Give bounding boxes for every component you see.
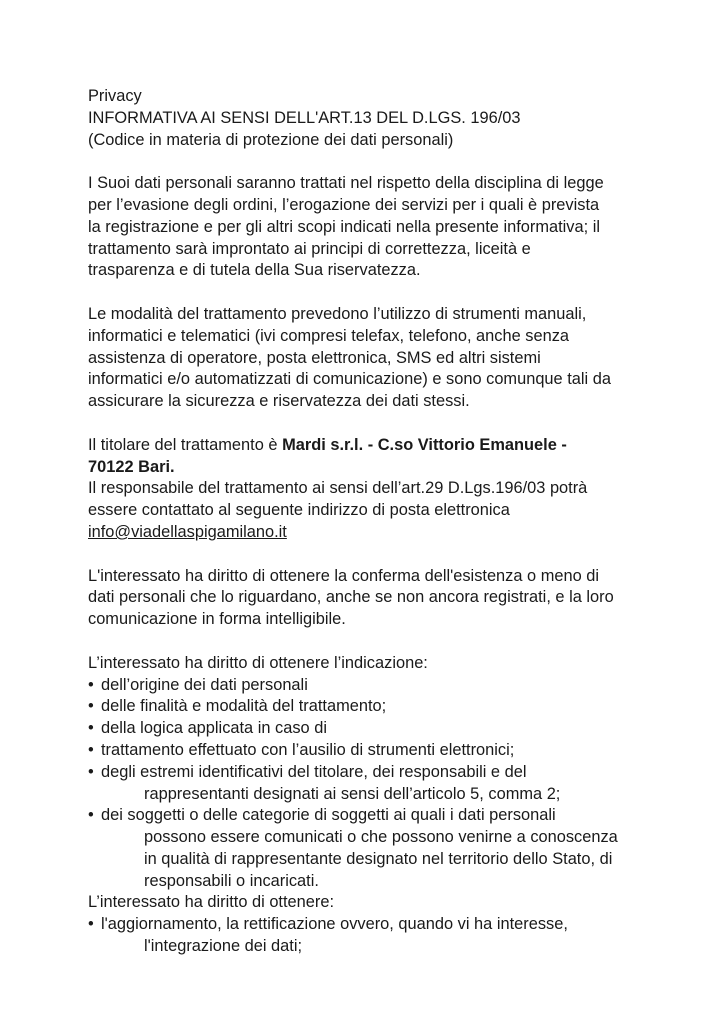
list-item — [88, 696, 688, 718]
privacy-document — [88, 86, 688, 958]
list-item-text: trattamento effettuato con l’ausilio di strumenti elettronici; — [101, 740, 515, 759]
paragraph-line: per l’evasione degli ordini, l’erogazione dei servizi per i quali è prevista — [88, 195, 600, 214]
paragraph-line: Il responsabile del trattamento ai sensi dell’art.29 D.Lgs.196/03 potrà — [88, 479, 588, 498]
controller-address: 70122 Bari. — [88, 457, 175, 476]
paragraph-line: informatici e/o automatizzati di comunicazione) e sono comunque tali da — [88, 370, 611, 389]
list-item-text: dell’origine dei dati personali — [101, 675, 308, 694]
spacer — [88, 282, 688, 304]
list-item-text: dei soggetti o delle categorie di soggetti ai quali i dati personali — [101, 806, 556, 825]
bullet-icon: • — [88, 806, 94, 825]
list-intro: L’interessato ha diritto di ottenere l’indicazione: — [88, 653, 428, 672]
paragraph-line: L'interessato ha diritto di ottenere la conferma dell'esistenza o meno di — [88, 566, 600, 585]
controller-line — [88, 435, 688, 457]
list-item — [88, 740, 688, 762]
spacer — [88, 631, 688, 653]
paragraph-processing-methods — [88, 304, 688, 413]
list-item-continuation: possono essere comunicati o che possono venirne a conoscenza — [144, 828, 618, 847]
bullet-icon: • — [88, 697, 94, 716]
paragraph-line: Le modalità del trattamento prevedono l’utilizzo di strumenti manuali, — [88, 304, 587, 323]
controller-name: Mardi s.r.l. - C.so Vittorio Emanuele - — [282, 435, 567, 454]
contact-email-link[interactable]: info@viadellaspigamilano.it — [88, 522, 287, 541]
page-title: Privacy — [88, 87, 142, 105]
list-item — [88, 675, 688, 697]
paragraph-data-processing — [88, 173, 688, 282]
document-heading: INFORMATIVA AI SENSI DELL'ART.13 DEL D.LGS. 196/03 — [88, 108, 521, 127]
list-intro: L’interessato ha diritto di ottenere: — [88, 893, 335, 912]
paragraph-line: la registrazione e per gli altri scopi indicati nella presente informativa; il — [88, 217, 600, 236]
paragraph-line: essere contattato al seguente indirizzo di posta elettronica — [88, 501, 510, 520]
list-item — [88, 805, 688, 892]
bullet-icon: • — [88, 762, 94, 781]
bullet-icon: • — [88, 675, 94, 694]
bullet-icon: • — [88, 740, 94, 759]
document-subheading: (Codice in materia di protezione dei dati personali) — [88, 130, 454, 149]
list-item-text: della logica applicata in caso di — [101, 719, 327, 738]
bullet-icon: • — [88, 915, 94, 934]
list-item-continuation: responsabili o incaricati. — [144, 871, 319, 890]
bullet-icon: • — [88, 719, 94, 738]
spacer — [88, 151, 688, 173]
list-item-text: l'aggiornamento, la rettificazione ovvero, quando vi ha interesse, — [101, 915, 568, 934]
paragraph-line: assistenza di operatore, posta elettronica, SMS ed altri sistemi — [88, 348, 541, 367]
spacer — [88, 413, 688, 435]
paragraph-line: trasparenza e di tutela della Sua riservatezza. — [88, 261, 421, 280]
list-item-text: degli estremi identificativi del titolare, dei responsabili e del — [101, 762, 527, 781]
paragraph-line: I Suoi dati personali saranno trattati nel rispetto della disciplina di legge — [88, 174, 604, 193]
list-item-text: delle finalità e modalità del trattamento; — [101, 697, 387, 716]
list-item — [88, 914, 688, 958]
list-item-continuation: l'integrazione dei dati; — [144, 937, 303, 956]
list-item-continuation: rappresentanti designati ai sensi dell’articolo 5, comma 2; — [144, 784, 561, 803]
list-item — [88, 718, 688, 740]
controller-prefix: Il titolare del trattamento è — [88, 435, 283, 454]
paragraph-line: dati personali che lo riguardano, anche se non ancora registrati, e la loro — [88, 588, 614, 607]
paragraph-line: trattamento sarà improntato ai principi di correttezza, liceità e — [88, 239, 531, 258]
list-item — [88, 762, 688, 806]
spacer — [88, 544, 688, 566]
paragraph-line: informatici e telematici (ivi compresi telefax, telefono, anche senza — [88, 326, 570, 345]
paragraph-data-controller — [88, 435, 688, 544]
paragraph-line: assicurare la sicurezza e riservatezza dei dati stessi. — [88, 392, 470, 411]
rights-obtain-list — [88, 892, 688, 957]
rights-indication-list — [88, 653, 688, 893]
paragraph-line: comunicazione in forma intelligibile. — [88, 610, 346, 629]
list-item-continuation: in qualità di rappresentante designato nel territorio dello Stato, di — [144, 849, 613, 868]
paragraph-right-to-confirmation — [88, 566, 688, 631]
